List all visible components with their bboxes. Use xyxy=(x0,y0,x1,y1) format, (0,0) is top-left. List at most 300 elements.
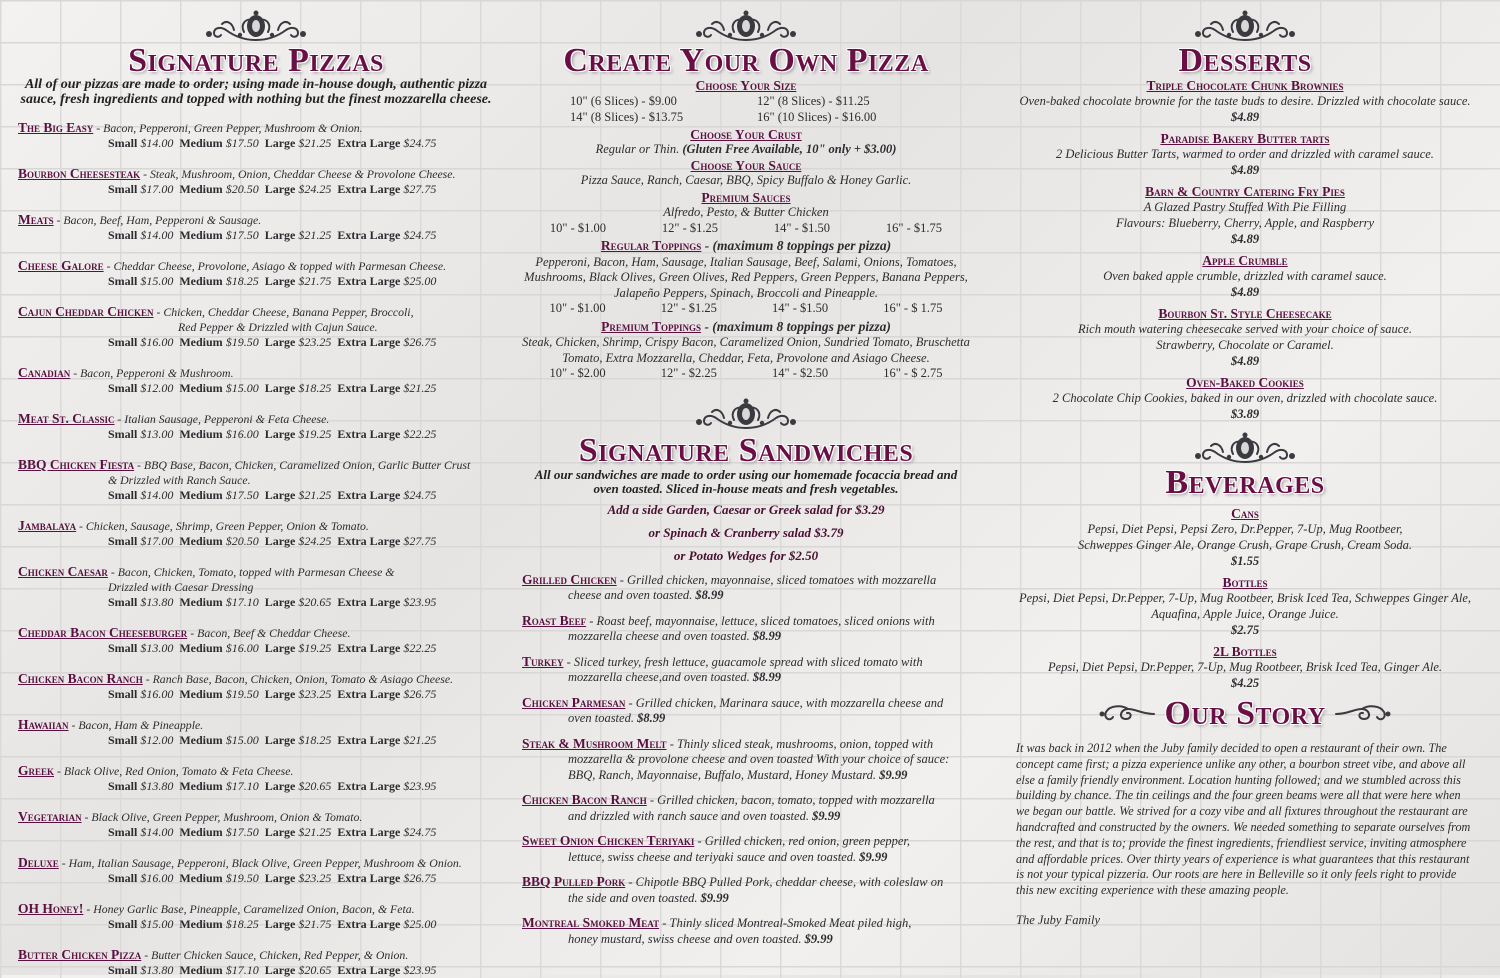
dessert-list xyxy=(1016,78,1474,422)
size-label: Extra Large xyxy=(337,687,401,701)
size-label: Medium xyxy=(179,488,223,502)
pizza-item xyxy=(18,457,494,503)
sandwich-price: $8.99 xyxy=(752,629,782,643)
sandwich-name: BBQ Pulled Pork xyxy=(522,874,626,889)
sandwich-description-cont xyxy=(568,629,970,645)
menu-item xyxy=(1016,253,1474,300)
pizza-name: Bourbon Cheesesteak xyxy=(18,166,141,181)
regular-toppings-line: Pepperoni, Bacon, Ham, Sausage, Italian Sausage, Beef, Salami, Onions, Tomatoes, xyxy=(535,254,957,269)
sandwich-price: $9.99 xyxy=(859,849,888,864)
pizza-description: - Chicken, Cheddar Cheese, Banana Pepper, Broccoli, xyxy=(153,305,414,319)
size-price: $13.80 xyxy=(140,779,174,793)
price: 12" - $1.25 xyxy=(661,220,719,235)
size-price: $24.25 xyxy=(298,534,332,548)
crust-options: Regular or Thin. xyxy=(595,142,680,156)
size-price: $12.00 xyxy=(140,381,174,395)
size-label: Large xyxy=(264,733,296,747)
size-price: $14.00 xyxy=(140,228,174,242)
size-label: Small xyxy=(108,779,138,793)
pizza-description: - Black Olive, Green Pepper, Mushroom, Onion & Tomato. xyxy=(81,810,363,824)
size-price: $17.50 xyxy=(225,825,259,839)
pizza-item xyxy=(18,901,494,932)
size-price: $17.50 xyxy=(225,136,259,150)
sandwich-line xyxy=(522,736,970,753)
size-price: $26.75 xyxy=(403,335,437,349)
pizza-line xyxy=(18,763,494,779)
pizza-description: - Black Olive, Red Onion, Tomato & Feta Cheese. xyxy=(54,764,294,778)
sandwich-description: - Thinly sliced Montreal-Smoked Meat piled high, xyxy=(659,916,912,930)
size-price: $19.50 xyxy=(225,871,259,885)
item-name: Apple Crumble xyxy=(1202,253,1288,268)
pizza-item xyxy=(18,671,494,702)
sandwich-description-text: BBQ, Ranch, Mayonnaise, Buffalo, Mustard, Honey Mustard. xyxy=(568,767,880,782)
price: 14" - $1.50 xyxy=(773,220,831,235)
sandwich-price: $8.99 xyxy=(637,711,666,725)
item-price: $2.75 xyxy=(1230,623,1260,637)
pizza-description: - Bacon, Beef & Cheddar Cheese. xyxy=(187,626,351,640)
size-label: Large xyxy=(264,228,296,242)
item-price: $1.55 xyxy=(1230,554,1260,568)
size-label: Extra Large xyxy=(337,779,401,793)
pizza-description: - Honey Garlic Base, Pineapple, Caramelized Onion, Bacon, & Feta. xyxy=(83,902,415,916)
size-price: $24.75 xyxy=(403,825,437,839)
regular-topping-prices xyxy=(522,301,970,317)
premium-sauces-text: Alfredo, Pesto, & Butter Chicken xyxy=(663,205,829,219)
size-price: $20.65 xyxy=(298,779,332,793)
pizza-prices xyxy=(108,917,494,932)
pizza-name: The Big Easy xyxy=(18,120,94,135)
size-label: Extra Large xyxy=(337,381,401,395)
pizza-name: Butter Chicken Pizza xyxy=(18,947,142,962)
sandwich-description-cont xyxy=(568,588,970,604)
item-description: Oven-baked chocolate brownie for the taste buds to desire. Drizzled with chocolate sauce. xyxy=(1019,94,1471,108)
pizza-prices xyxy=(108,825,494,840)
price: 14" - $1.50 xyxy=(771,301,829,315)
filigree-ornament-icon xyxy=(18,10,494,44)
premium-toppings-heading xyxy=(522,319,970,336)
pizza-line xyxy=(18,365,494,381)
item-description: Rich mouth watering cheesecake served with your choice of sauce. xyxy=(1078,322,1412,336)
size-label: Small xyxy=(108,733,138,747)
size-price: $15.00 xyxy=(225,733,259,747)
pizza-description: - Bacon, Ham & Pineapple. xyxy=(68,718,204,732)
item-description: 2 Chocolate Chip Cookies, baked in our oven, drizzled with chocolate sauce. xyxy=(1052,391,1438,405)
sandwich-price: $9.99 xyxy=(812,808,841,823)
item-description: Aquafina, Apple Juice, Orange Juice. xyxy=(1151,607,1339,621)
size-price: $20.50 xyxy=(225,534,259,548)
pizza-line xyxy=(18,564,494,580)
pizza-item xyxy=(18,763,494,794)
size-price: $14.00 xyxy=(140,825,174,839)
price: 16" - $ 2.75 xyxy=(883,366,943,380)
regular-toppings-note: - (maximum 8 toppings per pizza) xyxy=(701,238,892,253)
cyo-crust-title: Choose Your Crust xyxy=(690,127,802,142)
price: 10" - $1.00 xyxy=(549,220,607,235)
regular-toppings-line: Mushrooms, Black Olives, Green Olives, Red Peppers, Green Peppers, Banana Peppers, xyxy=(524,270,968,284)
pizza-line xyxy=(18,855,494,871)
pizza-description: - Ranch Base, Bacon, Chicken, Onion, Tomato & Asiago Cheese. xyxy=(142,672,454,686)
pizza-description: - Ham, Italian Sausage, Pepperoni, Black Olive, Green Pepper, Mushroom & Onion. xyxy=(58,856,462,870)
item-name: Bottles xyxy=(1222,575,1268,590)
size-price: $18.25 xyxy=(298,381,332,395)
pizza-line xyxy=(18,166,494,182)
cyo-title: Create Your Own Pizza xyxy=(563,42,929,79)
pizza-item xyxy=(18,120,494,151)
size-label: Medium xyxy=(179,182,223,196)
sandwich-item xyxy=(522,736,970,784)
pizza-item xyxy=(18,809,494,840)
size-label: Small xyxy=(108,427,138,441)
wedges-addon: or Potato Wedges for $2.50 xyxy=(673,547,819,563)
desserts-section xyxy=(1016,0,1474,975)
pizza-description: - Bacon, Chicken, Tomato, topped with Parmesan Cheese & xyxy=(107,565,395,579)
pizza-name: Deluxe xyxy=(18,855,59,870)
size-label: Large xyxy=(264,687,296,701)
pizza-description: - Italian Sausage, Pepperoni & Feta Cheese. xyxy=(114,412,330,426)
size-label: Medium xyxy=(179,427,223,441)
pizza-line xyxy=(18,625,494,641)
item-name: Paradise Bakery Butter tarts xyxy=(1160,131,1330,146)
pizza-name: Hawaiian xyxy=(18,717,69,732)
pizza-item xyxy=(18,855,494,886)
sandwich-item xyxy=(522,572,970,604)
sandwich-description: - Roast beef, mayonnaise, lettuce, sliced tomatoes, sliced onions with xyxy=(586,613,935,628)
size-label: Small xyxy=(108,228,138,242)
size-price: $20.65 xyxy=(298,595,332,609)
beverage-list xyxy=(1016,506,1474,691)
size-price: $24.75 xyxy=(403,136,437,150)
sandwich-description-text: the side and oven toasted. xyxy=(568,890,701,905)
regular-toppings-line: Jalapeño Peppers, Spinach, Broccoli and Pineapple. xyxy=(613,285,879,300)
item-description: Pepsi, Diet Pepsi, Dr.Pepper, 7-Up, Mug Rootbeer, Brisk Iced Tea, Ginger Ale. xyxy=(1047,660,1443,674)
size-label: Small xyxy=(108,963,138,977)
pizza-name: OH Honey! xyxy=(18,901,84,916)
item-price: $3.89 xyxy=(1230,407,1260,421)
pizza-item xyxy=(18,518,494,549)
pizza-prices xyxy=(108,228,494,243)
size-price: $23.95 xyxy=(403,595,437,609)
size-label: Medium xyxy=(179,779,223,793)
pizza-item xyxy=(18,365,494,396)
size-price: $20.65 xyxy=(298,963,332,977)
pizza-item xyxy=(18,258,494,289)
signature-pizzas-section xyxy=(18,0,494,975)
size-price: $21.25 xyxy=(403,381,437,395)
size-label: Large xyxy=(264,182,296,196)
sandwich-price: $8.99 xyxy=(695,588,724,602)
size-label: Extra Large xyxy=(337,136,401,150)
cyo-crust-text xyxy=(522,142,970,158)
size-price: $24.75 xyxy=(403,488,437,502)
size-label: Small xyxy=(108,136,138,150)
size-label: Large xyxy=(264,136,296,150)
premium-sauces-title: Premium Sauces xyxy=(701,190,791,205)
size-price: $13.00 xyxy=(140,427,174,441)
pizza-item xyxy=(18,947,494,978)
sandwich-description-text: and drizzled with ranch sauce and oven toasted. xyxy=(568,808,813,823)
pizza-prices xyxy=(108,335,494,350)
size-price: $14.00 xyxy=(140,488,174,502)
size-price: $21.25 xyxy=(298,488,332,502)
sandwich-item xyxy=(522,613,970,645)
size-price: $13.80 xyxy=(140,595,174,609)
premium-toppings-note: - (maximum 8 toppings per pizza) xyxy=(701,318,891,334)
item-description: A Glazed Pastry Stuffed With Pie Filling xyxy=(1143,200,1347,214)
size-label: Extra Large xyxy=(337,488,401,502)
item-name: Barn & Country Catering Fry Pies xyxy=(1145,184,1345,199)
regular-toppings-title: Regular Toppings xyxy=(600,238,702,253)
sandwich-description: - Grilled chicken, red onion, green pepper, xyxy=(694,834,911,848)
size-label: Large xyxy=(264,825,296,839)
item-price: $4.89 xyxy=(1230,163,1260,177)
size-price: $20.50 xyxy=(225,182,259,196)
sandwich-name: Montreal Smoked Meat xyxy=(522,915,660,930)
menu-item xyxy=(1016,131,1474,178)
pizza-item xyxy=(18,304,494,350)
size-price: $26.75 xyxy=(403,871,437,885)
item-price: $4.89 xyxy=(1230,110,1260,124)
pizza-prices xyxy=(108,381,494,396)
size-price: $15.00 xyxy=(140,917,174,931)
premium-toppings-title: Premium Toppings xyxy=(601,318,702,334)
sandwich-line xyxy=(522,654,970,671)
sandwich-price: $9.99 xyxy=(879,767,908,782)
size-label: Medium xyxy=(179,641,223,655)
size-option: 14" (8 Slices) - $13.75 xyxy=(570,110,684,124)
size-label: Large xyxy=(264,963,296,977)
menu-item xyxy=(1016,575,1474,638)
pizza-line xyxy=(18,947,494,963)
size-price: $17.10 xyxy=(225,595,259,609)
size-label: Extra Large xyxy=(337,641,401,655)
size-label: Extra Large xyxy=(337,963,401,977)
salad-addon: Add a side Garden, Caesar or Greek salad for $3.29 xyxy=(607,501,885,517)
pizza-line xyxy=(18,901,494,917)
sandwich-name: Chicken Parmesan xyxy=(522,694,626,710)
pizza-prices xyxy=(108,871,494,886)
filigree-ornament-icon xyxy=(522,10,970,44)
size-label: Large xyxy=(264,917,296,931)
pizza-list xyxy=(18,120,494,978)
size-price: $25.00 xyxy=(403,274,437,288)
sandwich-price: $9.99 xyxy=(700,890,729,905)
size-price: $14.00 xyxy=(140,136,174,150)
sandwich-line xyxy=(522,915,970,932)
size-label: Large xyxy=(264,488,296,502)
size-price: $25.00 xyxy=(403,917,437,931)
pizza-name: Meats xyxy=(18,212,54,227)
size-price: $18.25 xyxy=(298,733,332,747)
size-price: $17.50 xyxy=(225,488,259,502)
pizza-name: BBQ Chicken Fiesta xyxy=(18,457,135,472)
pizza-line xyxy=(18,518,494,534)
pizza-name: Meat St. Classic xyxy=(18,411,115,426)
pizza-description-cont: Red Pepper & Drizzled with Cajun Sauce. xyxy=(178,320,378,334)
pizza-name: Vegetarian xyxy=(18,809,82,824)
cyo-sauce-text: Pizza Sauce, Ranch, Caesar, BBQ, Spicy Buffalo & Honey Garlic. xyxy=(580,172,912,187)
size-price: $16.00 xyxy=(225,427,259,441)
size-label: Medium xyxy=(179,381,223,395)
size-price: $27.75 xyxy=(403,182,437,196)
size-label: Extra Large xyxy=(337,182,401,196)
item-price: $4.89 xyxy=(1230,285,1260,299)
size-label: Medium xyxy=(179,963,223,977)
size-label: Extra Large xyxy=(337,733,401,747)
pizza-name: Chicken Bacon Ranch xyxy=(18,671,143,686)
sandwich-description-text: mozzarella cheese and oven toasted. xyxy=(568,629,753,643)
pizza-line xyxy=(18,120,494,136)
size-price: $21.25 xyxy=(403,733,437,747)
sandwich-item xyxy=(522,792,970,824)
size-label: Extra Large xyxy=(337,871,401,885)
price: 16" - $ 1.75 xyxy=(883,301,943,315)
size-price: $26.75 xyxy=(403,687,437,701)
size-price: $18.25 xyxy=(225,274,259,288)
pizza-prices xyxy=(108,182,494,197)
pizza-description: - Bacon, Beef, Ham, Pepperoni & Sausage. xyxy=(53,213,262,227)
size-price: $23.25 xyxy=(298,871,332,885)
our-story-text: It was back in 2012 when the Juby family decided to open a restaurant of their own. The concept came first; a pizza experience unlike any other, a bourbon street vibe, and above all else a family friendly environment. Location hunting followed; and we stumbled across this building by chance. The tin ceilings and the four green beams were all that were here when we began our battle. We strived for a cozy vibe and all fixtures throughout the restaurant are handcrafted and constructed by the owners. We needed something to separate ourselves from the rest, and that is to; provide the finest ingredients, friendliest service, inviting atmosphere and affordable prices. Over thirty years of experience is what guarantees that this restaurant is not your typical pizzeria. Our roots are here in Belleville so it only feels right to provide this new exciting experience with these amazing people. xyxy=(1016,741,1471,898)
premium-toppings-line: Steak, Chicken, Shrimp, Crispy Bacon, Caramelized Onion, Sundried Tomato, Bruschetta xyxy=(522,335,970,349)
pizza-description: - Cheddar Cheese, Provolone, Asiago & topped with Parmesan Cheese. xyxy=(103,259,447,273)
item-name: Bourbon St. Style Cheesecake xyxy=(1158,306,1332,321)
size-label: Small xyxy=(108,488,138,502)
pizza-prices xyxy=(108,136,494,151)
size-option: 12" (8 Slices) - $11.25 xyxy=(757,94,870,108)
pizza-line xyxy=(18,258,494,274)
size-price: $15.00 xyxy=(140,274,174,288)
filigree-ornament-icon xyxy=(1016,432,1474,466)
size-label: Large xyxy=(264,534,296,548)
sandwich-description-cont xyxy=(568,670,970,686)
size-price: $15.00 xyxy=(225,381,259,395)
size-price: $17.00 xyxy=(140,182,174,196)
our-story-heading xyxy=(1016,697,1474,731)
size-price: $21.75 xyxy=(298,274,332,288)
size-label: Large xyxy=(264,381,296,395)
price: 16" - $1.75 xyxy=(885,220,943,235)
size-label: Small xyxy=(108,274,138,288)
sandwich-description: - Chipotle BBQ Pulled Pork, cheddar cheese, with coleslaw on xyxy=(625,875,944,889)
sandwich-item xyxy=(522,833,970,865)
size-label: Small xyxy=(108,917,138,931)
pizza-name: Cajun Cheddar Chicken xyxy=(18,304,154,319)
sandwich-description-text: mozzarella cheese,and oven toasted. xyxy=(568,670,753,684)
item-name: Oven-Baked Cookies xyxy=(1186,375,1304,390)
size-label: Large xyxy=(264,641,296,655)
sandwich-line xyxy=(522,613,970,630)
sandwich-description: - Grilled chicken, Marinara sauce, with mozzarella cheese and xyxy=(625,695,944,710)
pizza-prices xyxy=(108,488,494,503)
size-price: $23.25 xyxy=(298,335,332,349)
sandwich-description: - Sliced turkey, fresh lettuce, guacamole spread with sliced tomato with xyxy=(563,654,923,669)
size-price: $19.25 xyxy=(298,427,332,441)
cyo-size-title: Choose Your Size xyxy=(695,78,797,93)
sandwich-name: Grilled Chicken xyxy=(522,571,617,587)
menu-item xyxy=(1016,78,1474,125)
item-description: Schweppes Ginger Ale, Orange Crush, Grape Crush, Cream Soda. xyxy=(1077,538,1412,552)
menu-item xyxy=(1016,184,1474,247)
size-price: $12.00 xyxy=(140,733,174,747)
size-price: $16.00 xyxy=(140,871,174,885)
sandwich-name: Roast Beef xyxy=(522,612,587,628)
sandwich-list xyxy=(522,572,970,948)
size-price: $17.00 xyxy=(140,534,174,548)
size-label: Medium xyxy=(179,228,223,242)
size-price: $23.25 xyxy=(298,687,332,701)
sandwich-item xyxy=(522,695,970,727)
pizza-line xyxy=(18,212,494,228)
size-label: Extra Large xyxy=(337,825,401,839)
pizza-prices xyxy=(108,963,494,978)
price: 14" - $2.50 xyxy=(771,366,829,380)
item-description: Strawberry, Chocolate or Caramel. xyxy=(1156,338,1334,352)
size-label: Large xyxy=(264,871,296,885)
item-description: Oven baked apple crumble, drizzled with caramel sauce. xyxy=(1103,269,1387,283)
item-description: Pepsi, Diet Pepsi, Pepsi Zero, Dr.Pepper, 7-Up, Mug Rootbeer, xyxy=(1087,522,1403,536)
size-label: Extra Large xyxy=(337,228,401,242)
size-option: 10" (6 Slices) - $9.00 xyxy=(570,94,677,108)
sandwich-description-cont xyxy=(568,768,970,784)
sandwich-line xyxy=(522,695,970,712)
pizza-description: - Bacon, Pepperoni & Mushroom. xyxy=(70,366,234,380)
pizza-description: - Chicken, Sausage, Shrimp, Green Pepper, Onion & Tomato. xyxy=(76,519,369,533)
sandwich-name: Steak & Mushroom Melt xyxy=(522,735,667,751)
sandwich-price: $9.99 xyxy=(804,931,833,946)
beverages-title: Beverages xyxy=(1165,464,1325,501)
size-price: $24.25 xyxy=(298,182,332,196)
size-label: Medium xyxy=(179,687,223,701)
pizza-description: - BBQ Base, Bacon, Chicken, Caramelized Onion, Garlic Butter Crust xyxy=(134,458,471,472)
salad-addon: or Spinach & Cranberry salad $3.79 xyxy=(648,524,844,540)
size-price: $16.00 xyxy=(225,641,259,655)
desserts-title: Desserts xyxy=(1178,42,1312,79)
item-price: $4.89 xyxy=(1230,354,1260,368)
pizza-description: - Butter Chicken Sauce, Chicken, Red Pepper, & Onion. xyxy=(141,948,409,962)
pizza-item xyxy=(18,212,494,243)
sandwich-description: - Grilled chicken, bacon, tomato, topped with mozzarella xyxy=(646,793,935,807)
size-label: Extra Large xyxy=(337,595,401,609)
sandwich-description-cont xyxy=(568,891,970,907)
sandwich-name: Turkey xyxy=(522,653,564,669)
premium-toppings-line: Tomato, Extra Mozzarella, Cheddar, Feta, Provolone and Asiago Cheese. xyxy=(562,350,930,365)
size-label: Small xyxy=(108,641,138,655)
pizza-line xyxy=(18,671,494,687)
filigree-ornament-icon xyxy=(522,398,970,432)
size-price: $21.25 xyxy=(298,825,332,839)
premium-topping-prices xyxy=(522,366,970,382)
gluten-free-note: (Gluten Free Available, 10" only + $3.00) xyxy=(682,142,897,156)
item-description: 2 Delicious Butter Tarts, warmed to order and drizzled with caramel sauce. xyxy=(1056,147,1434,161)
size-grid xyxy=(522,93,970,125)
menu-item xyxy=(1016,306,1474,369)
menu-item xyxy=(1016,644,1474,691)
pizza-item xyxy=(18,166,494,197)
item-description: Flavours: Blueberry, Cherry, Apple, and Raspberry xyxy=(1115,216,1375,230)
size-label: Large xyxy=(264,335,296,349)
sandwich-description-cont xyxy=(568,850,970,866)
size-price: $17.50 xyxy=(225,228,259,242)
item-name: Triple Chocolate Chunk Brownies xyxy=(1146,78,1344,93)
size-price: $16.00 xyxy=(140,687,174,701)
sandwich-description: - Thinly sliced steak, mushrooms, onion, topped with xyxy=(666,736,934,751)
sandwich-line xyxy=(522,792,970,809)
sandwich-description-cont xyxy=(568,809,970,825)
sandwich-item xyxy=(522,874,970,906)
size-label: Medium xyxy=(179,825,223,839)
size-price: $13.80 xyxy=(140,963,174,977)
size-price: $17.10 xyxy=(225,963,259,977)
